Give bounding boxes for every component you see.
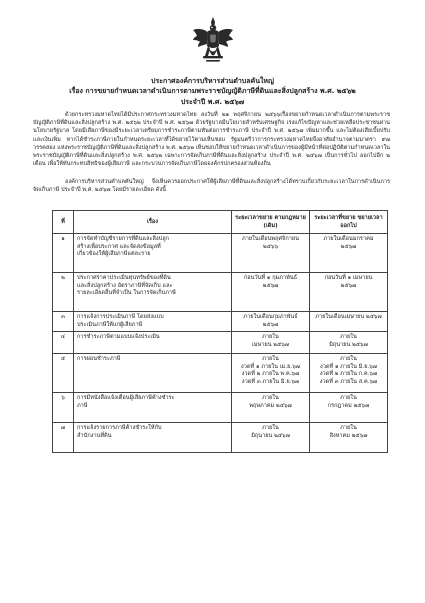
row-extended-period-line: กรกฎาคม ๒๕๖๗ xyxy=(327,402,370,409)
row-extended-period-line: สิงหาคม ๒๕๖๗ xyxy=(329,432,368,439)
row-original-period-line: เมษายน ๒๕๖๗ xyxy=(252,341,289,348)
row-number: ๓ xyxy=(53,312,74,332)
row-extended-period-line: งวดที่ ๒ ภายใน ก.ค.๖๗ xyxy=(319,371,378,378)
row-extended-period xyxy=(310,354,388,393)
row-subject-line: การมีหนังสือแจ้งเตือนผู้เสียภาษีค้างชำระ xyxy=(77,395,175,402)
row-extended-period-line: ๒๕๖๗ xyxy=(340,243,357,250)
row-extended-period xyxy=(310,234,388,273)
row-original-period-line: ภายใน xyxy=(262,334,279,341)
announcement-year: ประจำปี พ.ศ. ๒๕๖๗ xyxy=(180,98,245,106)
row-extended-period-line: งวดที่ ๑ ภายใน มิ.ย.๖๗ xyxy=(319,363,378,370)
row-subject-line: การชำระภาษีตามแบบแจ้งประเมิน xyxy=(77,334,160,341)
row-original-period-line: ๒๕๖๗ xyxy=(262,282,279,289)
row-subject-line: ประกาศราคาประเมินทุนทรัพย์ของที่ดิน xyxy=(77,275,171,281)
row-subject-line: เกี่ยวข้องให้ผู้เสียภาษีแต่ละราย xyxy=(77,251,151,258)
header-original-period: ระยะเวลาขยาย ตามกฎหมาย (เดิม) xyxy=(232,211,310,234)
row-extended-period-line: ภายใน xyxy=(340,395,357,402)
row-extended-period-line: ภายใน xyxy=(340,425,357,432)
row-subject-line: ภาษี xyxy=(77,402,88,409)
row-subject xyxy=(74,354,232,393)
row-original-period-line: งวดที่ ๓ ภายใน มิ.ย.๖๗ xyxy=(241,378,300,385)
header-extended-period: ระยะเวลาที่ขยาย ขยายเวลาออกไป xyxy=(310,211,388,234)
row-original-period xyxy=(232,423,310,453)
row-original-period xyxy=(232,332,310,354)
table-row xyxy=(53,423,388,453)
body-paragraph-2 xyxy=(33,178,390,194)
row-original-period xyxy=(232,234,310,273)
table-row xyxy=(53,312,388,332)
row-original-period-line: ก่อนวันที่ ๑ กุมภาพันธ์ xyxy=(243,275,298,281)
table-row xyxy=(53,354,388,393)
body-paragraph-1 xyxy=(33,111,390,168)
row-subject xyxy=(74,332,232,354)
table-header-row xyxy=(53,211,388,234)
row-original-period-line: ๒๕๖๖ xyxy=(262,243,279,250)
row-extended-period-line: ภายใน xyxy=(340,356,357,363)
row-subject-line: การผ่อนชำระภาษี xyxy=(77,356,121,363)
announcement-subject: เรื่อง การขยายกำหนดเวลาดำเนินการตามพระราชบัญญัติภาษีที่ดินและสิ่งปลูกสร้าง พ.ศ. ๒๕๖๒ xyxy=(69,87,356,95)
row-original-period xyxy=(232,354,310,393)
garuda-emblem-icon xyxy=(191,16,235,68)
row-subject-line: การจัดทำบัญชีรายการที่ดินและสิ่งปลูก xyxy=(77,236,170,242)
row-extended-period xyxy=(310,332,388,354)
row-extended-period-line: มิถุนายน ๒๕๖๗ xyxy=(329,341,368,348)
row-original-period-line: ภายในเดือนกุมภาพันธ์ xyxy=(243,314,298,320)
row-original-period-line: งวดที่ ๒ ภายใน พ.ค.๖๗ xyxy=(241,371,300,378)
schedule-table xyxy=(52,210,388,453)
table-row xyxy=(53,393,388,423)
table-row xyxy=(53,332,388,354)
row-subject-line: การแจ้งรายการภาษีค้างชำระให้กับ xyxy=(77,425,162,432)
row-original-period-line: มิถุนายน ๒๕๖๗ xyxy=(251,432,290,439)
row-extended-period-line: ภายในเดือนมกราคม xyxy=(323,236,374,242)
row-number: ๒ xyxy=(53,273,74,312)
header-no: ที่ xyxy=(53,211,74,234)
row-number: ๖ xyxy=(53,393,74,423)
row-extended-period xyxy=(310,423,388,453)
row-original-period-line: ภายในเดือนพฤศจิกายน xyxy=(242,236,299,242)
paragraph-text: ด้วยกระทรวงมหาดไทยได้มีประกาศกระทรวงมหาดไทย ลงวันที่ ๒๑ พฤศจิกายน ๒๕๖๖เรื่องขยายกำหนดเวลาดำเนินการตามพระราชบัญญัติภาษีที่ดินและสิ่งปลูกสร้าง พ.ศ. ๒๕๖๒ ประจำปี พ.ศ. ๒๕๖๗ ด้วยรัฐบาลมีนโยบายสำหรับเศรษฐกิจ เร่งแก้ไขปัญหาและช่วยเหลือประชาชนผ่านนโยบายรัฐบาล โดยมีเสียภาษีของมีระยะเวลาเตรียมการชำระภาษีตามทันต่อการชำระภาษี ประจำปี พ.ศ. ๒๕๖๗ เพิ่มมากขึ้น และไม่ต้องเสียเบี้ยปรับและเงินเพิ่ม หากได้ชำระภาษีภายในกำหนดระยะเวลาที่ได้ขยายไว้ตามเห็นชอบ รัฐมนตรีว่าการกระทรวงมหาดไทยจึงอาศัยอำนาจตามมาตรา ๙๗ วรรคสอง แห่งพระราชบัญญัติภาษีที่ดินและสิ่งปลูกสร้าง พ.ศ. ๒๕๖๒ เห็นชอบให้ขยายกำหนดเวลาดำเนินการของผู้มีหน้าที่ต่อปฏิบัติตามกำหนดเวลาในพระราชบัญญัติภาษีที่ดินและสิ่งปลูกสร้าง พ.ศ. ๒๕๖๒ เฉพาะการจัดเก็บภาษีที่ดินและสิ่งปลูกสร้าง ประจำปี พ.ศ. ๒๕๖๗ เป็นการทั่วไป ออกไปอีก ๒ เดือน เพื่อให้ทันกระทบสิทธิของผู้เสียภาษี และกระบวนการจัดเก็บภาษีโดยองค์กรปกครองส่วนท้องถิ่น xyxy=(33,112,390,168)
row-original-period-line: งวดที่ ๑ ภายใน เม.ย.๖๗ xyxy=(241,363,300,370)
table-row xyxy=(53,234,388,273)
row-extended-period xyxy=(310,393,388,423)
row-original-period-line: พฤษภาคม ๒๕๖๗ xyxy=(249,402,292,409)
row-original-period-line: ภายใน xyxy=(262,356,279,363)
table-row xyxy=(53,273,388,312)
row-number: ๔ xyxy=(53,332,74,354)
row-number: ๕ xyxy=(53,354,74,393)
row-extended-period-line: ภายใน xyxy=(340,334,357,341)
row-extended-period-line: ก่อนวันที่ ๑ เมษายน xyxy=(324,275,373,281)
row-extended-period xyxy=(310,273,388,312)
row-original-period xyxy=(232,393,310,423)
row-subject-line: สร้างเพื่อประกาศ และจัดส่งข้อมูลที่ xyxy=(77,243,161,250)
row-extended-period-line: ๒๕๖๗ xyxy=(340,282,357,289)
row-subject xyxy=(74,234,232,273)
header-subject: เรื่อง xyxy=(74,211,232,234)
row-original-period xyxy=(232,312,310,332)
row-original-period-line: ภายใน xyxy=(262,395,279,402)
row-subject xyxy=(74,312,232,332)
row-subject-line: การแจ้งการประเมินภาษี โดยส่งแบบ xyxy=(77,314,164,320)
row-subject-line: ประเมินภาษีให้แก่ผู้เสียภาษี xyxy=(77,321,143,328)
row-original-period-line: ๒๕๖๗ xyxy=(262,321,279,328)
row-subject-line: สำนักงานที่ดิน xyxy=(77,432,112,439)
paragraph-text: องค์การบริหารส่วนตำบลคันใหญ่ จึงเห็นควรออกประกาศให้ผู้เสียภาษีที่ดินและสิ่งปลูกสร้างได้ทราบเกี่ยวกับระยะเวลาในการดำเนินการจัดเก็บภาษี ประจำปี พ.ศ. ๒๕๖๗ โดยมีรายละเอียด ดังนี้ xyxy=(33,179,390,194)
row-number: ๗ xyxy=(53,423,74,453)
row-extended-period xyxy=(310,312,388,332)
row-original-period xyxy=(232,273,310,312)
row-subject xyxy=(74,393,232,423)
row-subject-line: และสิ่งปลูกสร้าง อัตราภาษีที่จัดเก็บ และ xyxy=(77,282,173,289)
row-subject xyxy=(74,273,232,312)
row-extended-period-line: ภายในเดือนเมษายน ๒๕๖๗ xyxy=(315,314,382,320)
row-extended-period-line: งวดที่ ๓ ภายใน ส.ค.๖๗ xyxy=(319,378,378,385)
row-number: ๑ xyxy=(53,234,74,273)
org-title: ประกาศองค์การบริหารส่วนตำบลคันใหญ่ xyxy=(151,77,274,85)
row-subject-line: รายละเอียดอื่นที่จำเป็น ในการจัดเก็บภาษี xyxy=(77,290,176,297)
row-subject xyxy=(74,423,232,453)
table-body xyxy=(53,234,388,453)
row-original-period-line: ภายใน xyxy=(262,425,279,432)
